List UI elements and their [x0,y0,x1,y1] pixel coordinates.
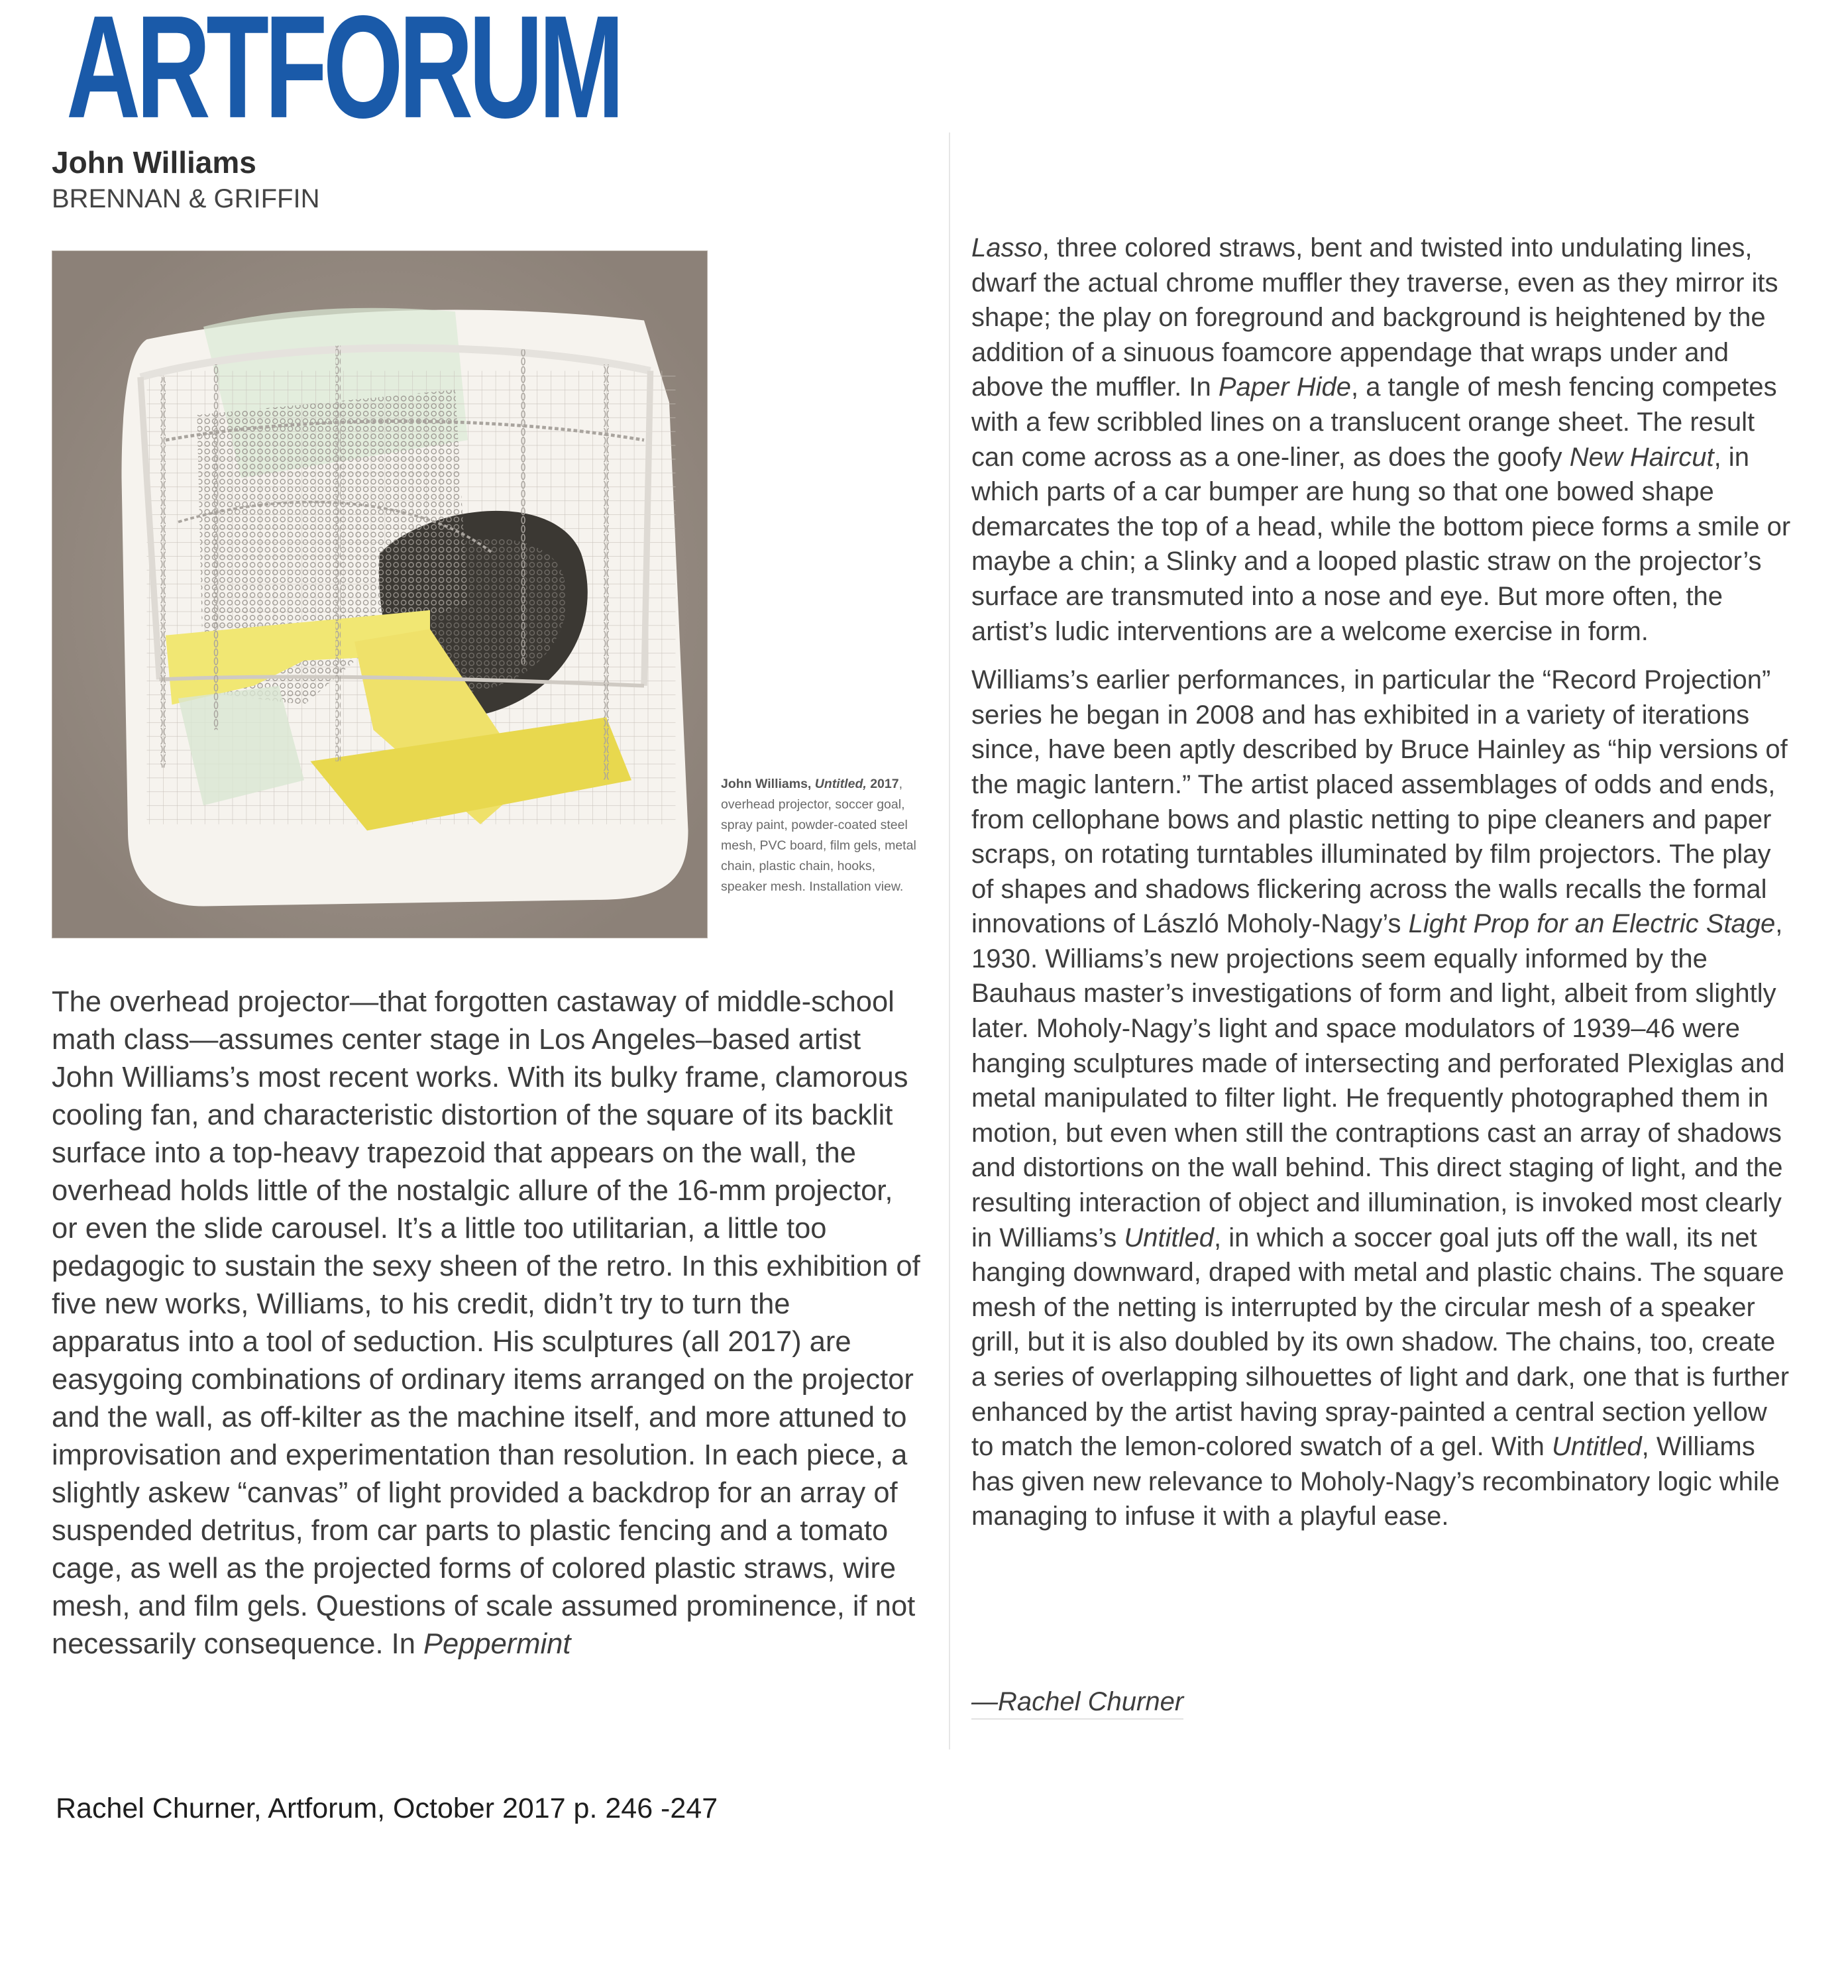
review-byline: —Rachel Churner [971,1687,1183,1720]
review-body-right-column [971,231,1793,1534]
review-paragraph: Lasso, three colored straws, bent and twisted into undulating lines, dwarf the actual chrome muffler they traverse, even as they mirror its shape; the play on foreground and background is heightened by the addition of a sinuous foamcore appendage that wraps under and above the muffler. In Paper Hide, a tangle of mesh fencing competes with a few scribbled lines on a translucent orange sheet. The result can come across as a one-liner, as does the goofy New Haircut, in which parts of a car bumper are hung so that one bowed shape demarcates the top of a head, while the bottom piece forms a smile or maybe a chin; a Slinky and a looped plastic straw on the projector’s surface are transmuted into a nose and eye. But more often, the artist’s ludic interventions are a welcome exercise in form. [971,233,1791,646]
caption-artist: John Williams, [721,777,812,791]
caption-year: 2017 [870,777,899,791]
artwork-photo [52,250,708,938]
caption-details: , overhead projector, soccer goal, spray paint, powder-coated steel mesh, PVC board, film gels, metal chain, plastic chain, hooks, speaker mesh. Installation view. [721,777,916,894]
review-gallery-name: BRENNAN & GRIFFIN [52,184,320,213]
review-paragraph: The overhead projector—that forgotten castaway of middle-school math class—assumes center stage in Los Angeles–based artist John Williams’s most recent works. With its bulky frame, clamorous cooling fan, and characteristic distortion of the square of its backlit surface into a top-heavy trapezoid that appears on the wall, the overhead holds little of the nostalgic allure of the 16-mm projector, or even the slide carousel. It’s a little too utilitarian, a little too pedagogic to sustain the sexy sheen of the retro. In this exhibition of five new works, Williams, to his credit, didn’t try to turn the apparatus into a tool of seduction. His sculptures (all 2017) are easygoing combinations of ordinary items arranged on the projector and the wall, as off-kilter as the machine itself, and more attuned to improvisation and experimentation than resolution. In each piece, a slightly askew “canvas” of light provided a backdrop for an array of suspended detritus, from car parts to plastic fencing and a tomato cage, as well as the projected forms of colored plastic straws, wire mesh, and film gels. Questions of scale assumed prominence, if not necessarily consequence. In Peppermint [52,986,920,1660]
image-caption [721,774,923,897]
review-body-left-column [52,983,926,1663]
review-paragraph: Williams’s earlier performances, in particular the “Record Projection” series he began in 2008 and has exhibited in a variety of iterations since, have been aptly described by Bruce Hainley as “hip versions of the magic lantern.” The artist placed assemblages of odds and ends, from cellophane bows and plastic netting to pipe cleaners and paper scraps, on rotating turntables illuminated by film projectors. The play of shapes and shadows flickering across the walls recalls the formal innovations of László Moholy-Nagy’s Light Prop for an Electric Stage, 1930. Williams’s new projections seem equally informed by the Bauhaus master’s investigations of form and light, albeit from slightly later. Moholy-Nagy’s light and space modulators of 1939–46 were hanging sculptures made of intersecting and perforated Plexiglas and metal manipulated to filter light. He frequently photographed them in motion, but even when still the contraptions cast an array of shadows and distortions on the wall behind. This direct staging of light, and the resulting interaction of object and illumination, is invoked most clearly in Williams’s Untitled, in which a soccer goal juts off the wall, its net hanging downward, draped with metal and plastic chains. The square mesh of the netting is interrupted by the circular mesh of a speaker grill, but it is also doubled by its own shadow. The chains, too, create a series of overlapping silhouettes of light and dark, one that is further enhanced by the artist having spray-painted a central section yellow to match the lemon-colored swatch of a gel. With Untitled, Williams has given new relevance to Moholy-Nagy’s recombinatory logic while managing to infuse it with a playful ease. [971,665,1790,1531]
source-citation: Rachel Churner, Artforum, October 2017 p. 246 -247 [56,1793,718,1824]
artforum-logo: ARTFORUM [66,0,620,149]
caption-title: Untitled, [814,777,867,791]
review-artist-name: John Williams [52,145,256,180]
column-divider [949,133,950,1749]
